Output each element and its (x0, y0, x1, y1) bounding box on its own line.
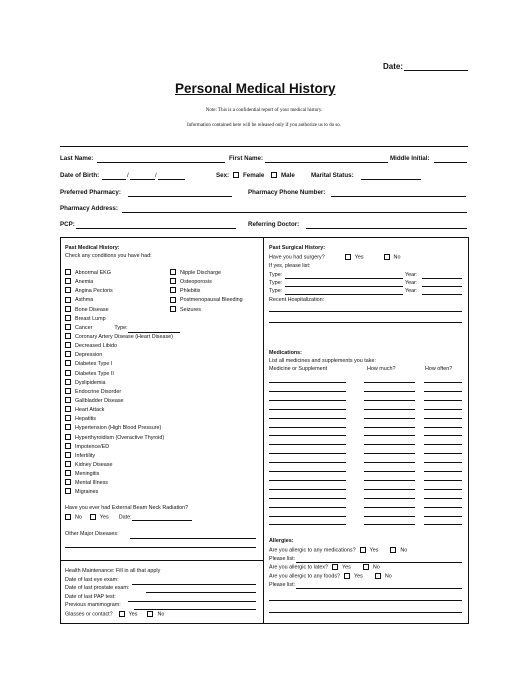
condition-checkbox[interactable] (170, 306, 176, 312)
condition-item[interactable] (170, 278, 243, 287)
surgery-no-checkbox[interactable] (384, 254, 390, 260)
condition-item[interactable] (170, 287, 243, 296)
condition-item[interactable] (65, 388, 180, 397)
condition-label: Cancer (75, 324, 93, 331)
surgery-question: Have you had surgery? (269, 254, 325, 261)
medication-field[interactable] (269, 444, 346, 445)
surgery-question-row (269, 254, 400, 261)
surgery-type-label: Type: (269, 272, 283, 278)
last-name-label: Last Name: (60, 155, 94, 162)
page-title: Personal Medical History (175, 81, 336, 96)
condition-item[interactable] (65, 452, 180, 461)
past-medical-heading: Past Medical History: (65, 245, 120, 251)
condition-label: Osteoporosis (180, 279, 212, 286)
condition-item[interactable] (170, 296, 243, 305)
allergy-meds-yes-checkbox[interactable] (360, 547, 366, 553)
medication-field[interactable] (424, 427, 462, 428)
condition-item[interactable] (65, 397, 180, 406)
condition-checkbox[interactable] (65, 287, 71, 293)
hospitalization-field-2[interactable] (269, 322, 462, 323)
glasses-no-checkbox[interactable] (147, 611, 153, 617)
allergy-meds-question: Are you allergic to any medications? (269, 547, 356, 554)
allergy-latex-row (269, 564, 380, 571)
condition-checkbox[interactable] (65, 434, 71, 440)
radiation-no-label: No (75, 514, 82, 521)
medication-field[interactable] (269, 480, 346, 481)
condition-checkbox[interactable] (65, 324, 71, 330)
condition-item[interactable] (65, 278, 180, 287)
other-diseases-field-1[interactable] (130, 538, 256, 539)
female-checkbox[interactable] (233, 172, 239, 178)
allergy-foods-question: Are you allergic to any foods? (269, 573, 341, 580)
condition-checkbox[interactable] (65, 360, 71, 366)
medication-field[interactable] (424, 409, 462, 410)
surgery-year-field[interactable] (422, 278, 462, 279)
dob-month-field[interactable] (102, 179, 126, 180)
condition-item[interactable] (170, 269, 243, 278)
allergy-meds-list-field[interactable] (296, 562, 462, 563)
condition-checkbox[interactable] (65, 269, 71, 275)
dob-label: Date of Birth: (60, 172, 100, 179)
medication-field[interactable] (424, 507, 462, 508)
condition-label: Postmenopausal Bleeding (180, 297, 243, 304)
column-divider (263, 237, 264, 624)
surgery-year-label: Year: (405, 288, 418, 294)
medication-field[interactable] (269, 435, 346, 436)
condition-label: Kidney Disease (75, 461, 113, 468)
condition-label: Decreased Libido (75, 343, 117, 350)
medication-field[interactable] (364, 427, 415, 428)
condition-item[interactable] (65, 488, 180, 497)
condition-label: Nipple Discharge (180, 270, 222, 276)
condition-checkbox[interactable] (65, 297, 71, 303)
condition-label: Mental Illness (75, 480, 108, 487)
condition-checkbox[interactable] (65, 424, 71, 430)
condition-label: Hyperthyroidism (Overactive Thyroid) (75, 434, 165, 441)
glasses-label: Glasses or contact? (65, 611, 113, 618)
condition-checkbox[interactable] (170, 287, 176, 293)
condition-label: Hepatitis (75, 416, 96, 423)
surgery-type-label: Type: (269, 288, 283, 294)
condition-checkbox[interactable] (65, 406, 71, 412)
condition-label: Impotence/ED (75, 443, 110, 450)
medication-field[interactable] (364, 498, 415, 499)
medications-heading: Medications: (269, 350, 302, 356)
conditions-col-2 (170, 269, 243, 315)
allergy-latex-yes-label: Yes (342, 564, 351, 571)
condition-item[interactable] (65, 406, 180, 415)
left-section-divider (60, 560, 264, 561)
condition-item[interactable] (65, 287, 180, 296)
condition-checkbox[interactable] (65, 278, 71, 284)
condition-item[interactable] (65, 360, 180, 369)
medication-field[interactable] (269, 489, 346, 490)
surgery-type-field[interactable] (285, 286, 403, 287)
condition-label: Breast Lump (75, 315, 106, 322)
pharmacy-address-field[interactable] (122, 212, 467, 213)
condition-item[interactable] (65, 342, 180, 351)
condition-checkbox[interactable] (65, 488, 71, 494)
recent-hospitalization-label: Recent Hospitalization: (269, 297, 325, 303)
medication-field[interactable] (424, 391, 462, 392)
medication-field[interactable] (424, 400, 462, 401)
medication-field[interactable] (364, 516, 415, 517)
condition-label: Heart Attack (75, 407, 105, 414)
hospitalization-field-1[interactable] (269, 311, 462, 312)
condition-item[interactable] (65, 479, 180, 488)
condition-label: Dyslipidemia (75, 379, 106, 386)
allergy-latex-no-checkbox[interactable] (363, 564, 369, 570)
medication-field[interactable] (424, 516, 462, 517)
conditions-col-1 (65, 269, 180, 498)
male-checkbox[interactable] (271, 172, 277, 178)
preferred-pharmacy-label: Preferred Pharmacy: (60, 189, 121, 196)
allergy-latex-question: Are you allergic to latex? (269, 564, 329, 571)
condition-label: Anemia (75, 279, 94, 286)
sex-male-option[interactable] (271, 172, 295, 180)
medication-field[interactable] (364, 507, 415, 508)
condition-item[interactable] (170, 306, 243, 315)
allergy-foods-list-label: Please list: (269, 582, 296, 588)
medication-field[interactable] (269, 427, 346, 428)
male-label: Male (281, 172, 295, 179)
other-diseases-label: Other Major Diseases: (65, 531, 119, 537)
condition-item[interactable] (65, 306, 180, 315)
condition-item[interactable] (65, 370, 180, 379)
medication-field[interactable] (424, 471, 462, 472)
surgery-year-label: Year: (405, 272, 418, 278)
how-much-column-header: How much? (367, 366, 396, 372)
condition-label: Diabetes Type II (75, 370, 114, 377)
allergy-extra-field-2[interactable] (269, 612, 462, 613)
sex-female-option[interactable] (233, 172, 264, 180)
allergies-heading: Allergies: (269, 538, 294, 544)
how-often-column-header: How often? (425, 366, 453, 372)
surgery-type-label: Type: (269, 280, 283, 286)
condition-checkbox[interactable] (65, 461, 71, 467)
condition-checkbox[interactable] (65, 397, 71, 403)
condition-label: Gallbladder Disease (75, 397, 124, 404)
allergy-foods-yes-checkbox[interactable] (344, 573, 350, 579)
condition-checkbox[interactable] (65, 351, 71, 357)
mammogram-label: Previous mammogram: (65, 602, 121, 608)
past-medical-instruction: Check any conditions you have had: (65, 253, 152, 259)
condition-item[interactable] (65, 333, 180, 342)
medication-field[interactable] (364, 524, 415, 525)
medication-field[interactable] (424, 498, 462, 499)
pap-test-field[interactable] (128, 601, 256, 602)
condition-checkbox[interactable] (170, 269, 176, 275)
medication-field[interactable] (364, 435, 415, 436)
preferred-pharmacy-field[interactable] (128, 196, 232, 197)
surgery-type-field[interactable] (285, 294, 403, 295)
marital-status-field[interactable] (361, 179, 421, 180)
condition-label: Bone Disease (75, 306, 109, 313)
pharmacy-phone-field[interactable] (331, 196, 466, 197)
radiation-yes-label: Yes (99, 514, 109, 521)
medication-field[interactable] (364, 418, 415, 419)
medication-field[interactable] (364, 444, 415, 445)
condition-label: Seizures (180, 306, 201, 313)
allergy-foods-yes-label: Yes (354, 573, 363, 580)
note-line-1: Note: This is a confidential report of your medical history. (205, 108, 323, 113)
medication-field[interactable] (269, 453, 346, 454)
dob-sep-2: / (155, 172, 157, 179)
medication-field[interactable] (269, 462, 346, 463)
medication-field[interactable] (364, 382, 415, 383)
condition-label: Meningitis (75, 471, 100, 478)
condition-item[interactable] (65, 415, 180, 424)
condition-item[interactable] (65, 315, 180, 324)
condition-checkbox[interactable] (65, 333, 71, 339)
date-field[interactable] (404, 70, 468, 71)
allergy-meds-list-label: Please list: (269, 556, 296, 562)
medication-field[interactable] (424, 480, 462, 481)
health-maintenance-heading: Health Maintenance: Fill in all that apply (65, 568, 161, 574)
medication-field[interactable] (424, 453, 462, 454)
first-name-field[interactable] (265, 162, 388, 163)
condition-label: Asthma (75, 297, 94, 304)
condition-checkbox[interactable] (65, 470, 71, 476)
condition-item[interactable] (65, 379, 180, 388)
allergy-foods-no-label: No (384, 573, 392, 580)
glasses-yes-label: Yes (128, 611, 138, 618)
radiation-date-label: Date: (118, 514, 132, 521)
condition-item[interactable] (65, 470, 180, 479)
dob-day-field[interactable] (130, 179, 155, 180)
medications-instruction: List all medicines and supplements you take: (269, 358, 376, 364)
condition-checkbox[interactable] (65, 342, 71, 348)
medication-field[interactable] (424, 435, 462, 436)
surgery-year-field[interactable] (422, 294, 462, 295)
glasses-yes-checkbox[interactable] (119, 611, 125, 617)
allergy-foods-list-field[interactable] (296, 588, 462, 589)
medication-field[interactable] (269, 516, 346, 517)
medication-field[interactable] (269, 524, 346, 525)
condition-checkbox[interactable] (65, 315, 71, 321)
surgery-type-field[interactable] (285, 278, 403, 279)
allergy-meds-row (269, 547, 407, 554)
marital-status-label: Marital Status: (311, 172, 354, 179)
allergy-extra-field-1[interactable] (269, 600, 462, 601)
surgery-no-label: No (393, 254, 401, 261)
medication-field[interactable] (364, 471, 415, 472)
past-surgical-heading: Past Surgical History: (269, 245, 326, 251)
date-label: Date: (383, 62, 404, 71)
pharmacy-address-label: Pharmacy Address: (60, 205, 118, 212)
pharmacy-phone-label: Pharmacy Phone Number: (248, 189, 326, 196)
condition-label: Infertility (75, 452, 96, 459)
glasses-no-label: No (157, 611, 165, 618)
glasses-row (65, 611, 164, 618)
medication-field[interactable] (364, 391, 415, 392)
condition-label: Diabetes Type I (75, 361, 113, 368)
medication-field[interactable] (269, 409, 346, 410)
eye-exam-label: Date of last eye exam: (65, 577, 119, 583)
condition-checkbox[interactable] (170, 297, 176, 303)
last-name-field[interactable] (97, 162, 225, 163)
condition-checkbox[interactable] (65, 443, 71, 449)
first-name-label: First Name: (229, 155, 264, 162)
condition-checkbox[interactable] (65, 388, 71, 394)
pap-test-label: Date of last PAP test: (65, 594, 116, 600)
allergy-foods-row (269, 573, 392, 580)
radiation-yes-checkbox[interactable] (90, 514, 96, 520)
middle-initial-field[interactable] (434, 162, 467, 163)
surgery-yes-checkbox[interactable] (345, 254, 351, 260)
condition-label: Depression (75, 352, 103, 359)
medication-field[interactable] (364, 480, 415, 481)
sex-label: Sex: (216, 172, 230, 179)
condition-item[interactable] (65, 461, 180, 470)
middle-initial-label: Middle Initial: (390, 155, 430, 162)
condition-item[interactable] (65, 296, 180, 305)
condition-checkbox[interactable] (65, 306, 71, 312)
medication-field[interactable] (424, 382, 462, 383)
dob-year-field[interactable] (158, 179, 185, 180)
condition-item-cancer[interactable] (65, 324, 180, 333)
condition-label: Angina Pectoris (75, 288, 113, 295)
medication-field[interactable] (269, 418, 346, 419)
prostate-exam-field[interactable] (146, 592, 256, 593)
prostate-exam-label: Date of last prostate exam: (65, 585, 130, 591)
radiation-question: Have you ever had External Beam Neck Radiation? (65, 505, 189, 511)
condition-item[interactable] (65, 351, 180, 360)
surgery-yes-label: Yes (354, 254, 364, 261)
medication-field[interactable] (364, 453, 415, 454)
allergy-meds-no-label: No (400, 547, 408, 554)
eye-exam-field[interactable] (132, 584, 256, 585)
medication-field[interactable] (269, 391, 346, 392)
cancer-type-label: Type: (114, 324, 128, 331)
medication-field[interactable] (424, 462, 462, 463)
condition-label: Hypertension (High Blood Pressure) (75, 425, 162, 432)
allergy-meds-yes-label: Yes (369, 547, 379, 554)
radiation-date-field[interactable] (132, 514, 192, 521)
surgery-list-label: If yes, please list: (269, 263, 311, 269)
medication-field[interactable] (364, 409, 415, 410)
female-label: Female (243, 172, 265, 179)
surgery-year-label: Year: (405, 280, 418, 286)
referring-doctor-field[interactable] (306, 228, 467, 229)
medication-field[interactable] (269, 382, 346, 383)
medication-field[interactable] (269, 507, 346, 508)
condition-checkbox[interactable] (65, 379, 71, 385)
condition-label: Abnormal EKG (75, 270, 111, 276)
referring-doctor-label: Referring Doctor: (248, 221, 300, 228)
header-rule (60, 146, 468, 147)
condition-item[interactable] (65, 434, 180, 443)
medicine-column-header: Medicine or Supplement (269, 366, 328, 372)
condition-item[interactable] (65, 443, 180, 452)
condition-checkbox[interactable] (65, 370, 71, 376)
condition-label: Phlebitis (180, 288, 201, 295)
radiation-answer-row (65, 514, 192, 521)
condition-checkbox[interactable] (170, 278, 176, 284)
medication-field[interactable] (424, 444, 462, 445)
condition-label: Migraines (75, 489, 99, 496)
medication-field[interactable] (424, 418, 462, 419)
condition-checkbox[interactable] (65, 415, 71, 421)
note-line-2: Information contained here will be released only if you authorize us to do so. (186, 123, 342, 128)
condition-checkbox[interactable] (65, 479, 71, 485)
medication-field[interactable] (269, 471, 346, 472)
condition-checkbox[interactable] (65, 452, 71, 458)
medication-field[interactable] (269, 498, 346, 499)
allergy-meds-no-checkbox[interactable] (390, 547, 396, 553)
pcp-label: PCP: (60, 221, 75, 228)
medication-field[interactable] (364, 400, 415, 401)
medication-field[interactable] (424, 489, 462, 490)
medication-field[interactable] (364, 462, 415, 463)
medication-field[interactable] (364, 489, 415, 490)
condition-item[interactable] (65, 424, 180, 433)
surgery-year-field[interactable] (422, 286, 462, 287)
medication-field[interactable] (424, 524, 462, 525)
pcp-field[interactable] (76, 228, 236, 229)
allergy-latex-no-label: No (372, 564, 380, 571)
medication-field[interactable] (269, 400, 346, 401)
condition-label: Endocrine Disorder (75, 388, 122, 395)
allergy-foods-no-checkbox[interactable] (375, 573, 381, 579)
allergy-latex-yes-checkbox[interactable] (332, 564, 338, 570)
other-diseases-field-2[interactable] (65, 547, 256, 548)
dob-sep-1: / (127, 172, 129, 179)
condition-item[interactable] (65, 269, 180, 278)
radiation-no-checkbox[interactable] (65, 514, 71, 520)
condition-label: Coronary Artery Disease (Heart Disease) (75, 333, 173, 340)
cancer-type-field[interactable] (128, 326, 180, 333)
